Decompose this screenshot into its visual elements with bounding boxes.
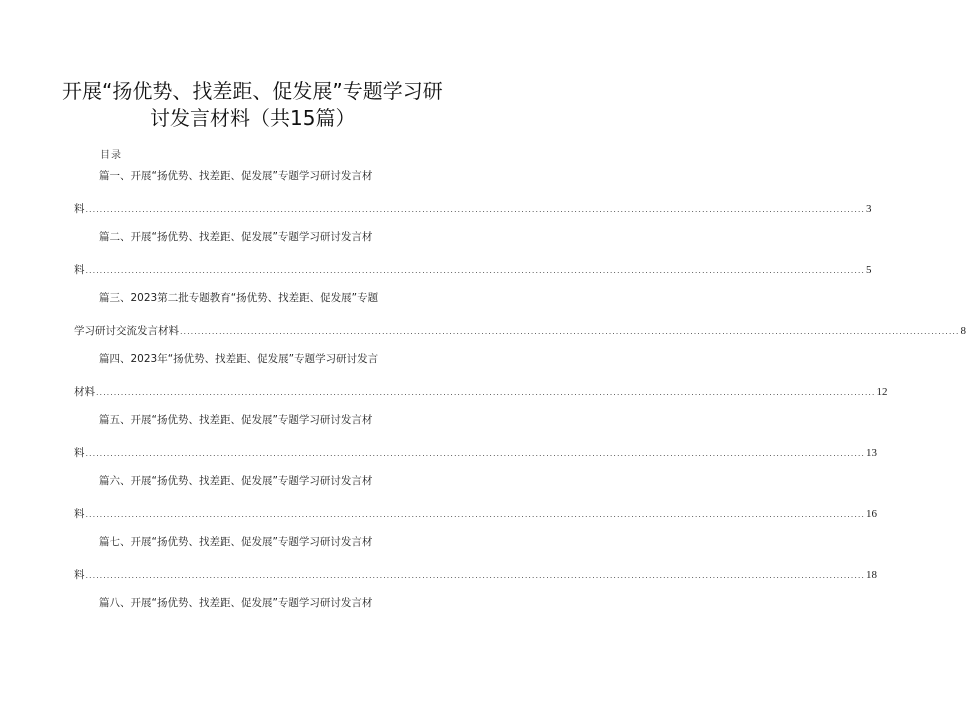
toc-dot-leader: ............................................................................................................................................................................................................................	[85, 205, 865, 214]
toc-entry-continuation[interactable]	[74, 445, 877, 460]
toc-page-number: 13	[865, 447, 877, 459]
toc-entry-continuation[interactable]	[74, 506, 877, 521]
toc-entry-title[interactable]: 篇四、2023年“扬优势、找差距、促发展”专题学习研讨发言	[99, 353, 379, 365]
toc-page-number: 8	[960, 325, 966, 337]
toc-page-number: 3	[865, 203, 872, 215]
toc-entry-continuation[interactable]	[74, 201, 872, 216]
toc-page-number: 16	[865, 508, 877, 520]
toc-entry-title-continued: 料	[74, 569, 85, 581]
toc-entry-title-continued: 料	[74, 203, 85, 215]
toc-entry-title-continued: 学习研讨交流发言材料	[74, 325, 179, 337]
toc-entry-continuation[interactable]	[74, 323, 966, 338]
toc-entry-title-continued: 料	[74, 264, 85, 276]
toc-dot-leader: ............................................................................................................................................................................................................................	[85, 510, 865, 519]
toc-heading: 目录	[100, 150, 122, 161]
toc-dot-leader: ............................................................................................................................................................................................................................	[85, 571, 865, 580]
document-title-line-2: 讨发言材料（共15篇）	[150, 106, 356, 130]
toc-entry-title-continued: 材料	[74, 386, 95, 398]
toc-page-number: 5	[865, 264, 872, 276]
toc-entry-title[interactable]: 篇六、开展“扬优势、找差距、促发展”专题学习研讨发言材	[99, 475, 373, 487]
toc-page-number: 18	[865, 569, 877, 581]
toc-entry-title-continued: 料	[74, 447, 85, 459]
toc-entry-title[interactable]: 篇三、2023第二批专题教育“扬优势、找差距、促发展”专题	[99, 292, 379, 304]
toc-entry-title[interactable]: 篇一、开展“扬优势、找差距、促发展”专题学习研讨发言材	[99, 170, 373, 182]
toc-entry-title[interactable]: 篇八、开展“扬优势、找差距、促发展”专题学习研讨发言材	[99, 597, 373, 609]
toc-entry-title-continued: 料	[74, 508, 85, 520]
toc-entry-continuation[interactable]	[74, 384, 888, 399]
toc-entry-continuation[interactable]	[74, 262, 872, 277]
toc-dot-leader: ............................................................................................................................................................................................................................	[96, 388, 876, 397]
toc-entry-title[interactable]: 篇七、开展“扬优势、找差距、促发展”专题学习研讨发言材	[99, 536, 373, 548]
toc-dot-leader: ............................................................................................................................................................................................................................	[85, 266, 865, 275]
toc-entry-continuation[interactable]	[74, 567, 877, 582]
toc-entry-title[interactable]: 篇五、开展“扬优势、找差距、促发展”专题学习研讨发言材	[99, 414, 373, 426]
toc-page-number: 12	[876, 386, 888, 398]
document-title-line-1: 开展“扬优势、找差距、促发展”专题学习研	[62, 79, 443, 103]
toc-dot-leader: ............................................................................................................................................................................................................................	[180, 327, 960, 336]
toc-dot-leader: ............................................................................................................................................................................................................................	[85, 449, 865, 458]
toc-entry-title[interactable]: 篇二、开展“扬优势、找差距、促发展”专题学习研讨发言材	[99, 231, 373, 243]
